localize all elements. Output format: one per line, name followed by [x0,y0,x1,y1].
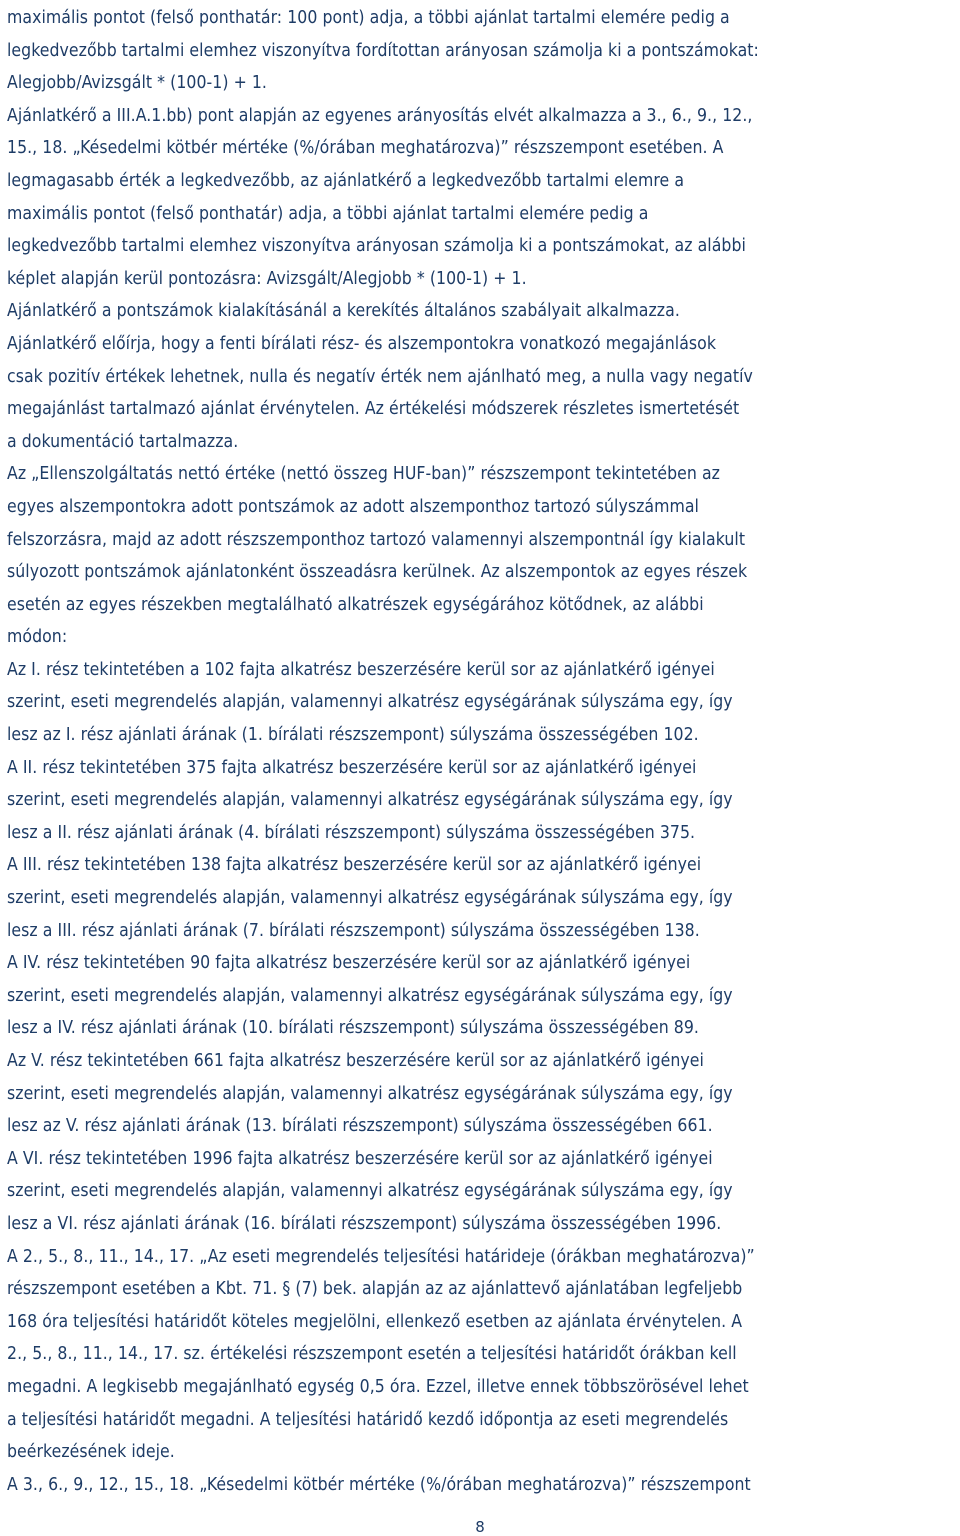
text-line: megajánlást tartalmazó ajánlat érvénytelen. Az értékelési módszerek részletes ismertetését [7,399,740,420]
text-line: A 3., 6., 9., 12., 15., 18. „Késedelmi kötbér mértéke (%/órában meghatározva)” részszempont [7,1474,751,1495]
text-line: szerint, eseti megrendelés alapján, valamennyi alkatrész egységárának súlyszáma egy, így [7,1083,733,1104]
text-line: Az „Ellenszolgáltatás nettó értéke (nettó összeg HUF-ban)” részszempont tekintetében az [7,464,720,485]
text-line: A III. rész tekintetében 138 fajta alkatrész beszerzésére kerül sor az ajánlatkérő igényei [7,855,702,876]
text-line: beérkezésének ideje. [7,1442,175,1463]
text-line: maximális pontot (felső ponthatár) adja, a többi ajánlat tartalmi elemére pedig a [7,203,649,224]
text-line: a dokumentáció tartalmazza. [7,431,239,452]
text-line: szerint, eseti megrendelés alapján, valamennyi alkatrész egységárának súlyszáma egy, így [7,692,733,713]
text-line: Alegjobb/Avizsgált * (100-1) + 1. [7,73,267,94]
text-line: A IV. rész tekintetében 90 fajta alkatrész beszerzésére kerül sor az ajánlatkérő igényei [7,953,691,974]
text-line: egyes alszempontokra adott pontszámok az adott alszemponthoz tartozó súlyszámmal [7,496,699,517]
text-line: lesz a VI. rész ajánlati árának (16. bírálati részszempont) súlyszáma összességében 1996. [7,1213,722,1234]
text-line: esetén az egyes részekben megtalálható alkatrészek egységárához kötődnek, az alábbi [7,594,704,615]
text-line: A 2., 5., 8., 11., 14., 17. „Az eseti megrendelés teljesítési határideje (órákban meghatározva)” [7,1246,755,1267]
text-line: A II. rész tekintetében 375 fajta alkatrész beszerzésére kerül sor az ajánlatkérő igényei [7,757,697,778]
text-line: Az I. rész tekintetében a 102 fajta alkatrész beszerzésére kerül sor az ajánlatkérő igényei [7,659,715,680]
text-line: lesz a IV. rész ajánlati árának (10. bírálati részszempont) súlyszáma összességében 89. [7,1018,699,1039]
text-line: lesz az I. rész ajánlati árának (1. bírálati részszempont) súlyszáma összességében 102. [7,725,699,746]
text-line: megadni. A legkisebb megajánlható egység 0,5 óra. Ezzel, illetve ennek többszörösével lehet [7,1376,749,1397]
text-line: lesz a II. rész ajánlati árának (4. bírálati részszempont) súlyszáma összességében 375. [7,822,696,843]
document-body [7,2,953,1501]
text-line: a teljesítési határidőt megadni. A teljesítési határidő kezdő időpontja az eseti megrendelés [7,1409,729,1430]
text-line: legkedvezőbb tartalmi elemhez viszonyítva arányosan számolja ki a pontszámokat, az alábbi [7,236,746,257]
text-line: legmagasabb érték a legkedvezőbb, az ajánlatkérő a legkedvezőbb tartalmi elemre a [7,170,685,191]
text-line: részszempont esetében a Kbt. 71. § (7) bek. alapján az az ajánlattevő ajánlatában legfeljebb [7,1279,743,1300]
text-line: maximális pontot (felső ponthatár: 100 pont) adja, a többi ajánlat tartalmi elemére pedig a [7,8,730,28]
text-line: felszorzásra, majd az adott részszemponthoz tartozó valamennyi alszempontnál így kialakult [7,529,746,550]
text-line: A VI. rész tekintetében 1996 fajta alkatrész beszerzésére kerül sor az ajánlatkérő igényei [7,1148,713,1169]
text-line: módon: [7,627,68,648]
text-line: képlet alapján kerül pontozásra: Avizsgált/Alegjobb * (100-1) + 1. [7,268,527,289]
text-line: szerint, eseti megrendelés alapján, valamennyi alkatrész egységárának súlyszáma egy, így [7,888,733,909]
text-line: lesz a III. rész ajánlati árának (7. bírálati részszempont) súlyszáma összességében 138. [7,920,700,941]
text-line: szerint, eseti megrendelés alapján, valamennyi alkatrész egységárának súlyszáma egy, így [7,790,733,811]
text-line: 168 óra teljesítési határidőt köteles megjelölni, ellenkező esetben az ajánlata érvénytelen. A [7,1311,743,1332]
text-line: súlyozott pontszámok ajánlatonként összeadásra kerülnek. Az alszempontok az egyes részek [7,562,748,583]
text-line: csak pozitív értékek lehetnek, nulla és negatív érték nem ajánlható meg, a nulla vagy negatív [7,366,753,387]
text-line: szerint, eseti megrendelés alapján, valamennyi alkatrész egységárának súlyszáma egy, így [7,1181,733,1202]
page-number: 8 [475,1518,485,1536]
text-line: Ajánlatkérő a pontszámok kialakításánál a kerekítés általános szabályait alkalmazza. [7,301,680,322]
text-line: legkedvezőbb tartalmi elemhez viszonyítva fordítottan arányosan számolja ki a pontszámokat: [7,40,759,61]
text-line: lesz az V. rész ajánlati árának (13. bírálati részszempont) súlyszáma összességében 661. [7,1116,713,1137]
text-line: Az V. rész tekintetében 661 fajta alkatrész beszerzésére kerül sor az ajánlatkérő igényei [7,1051,704,1071]
text-line: 2., 5., 8., 11., 14., 17. sz. értékelési részszempont esetén a teljesítési határidőt órákban kell [7,1344,737,1365]
text-line: Ajánlatkérő a III.A.1.bb) pont alapján az egyenes arányosítás elvét alkalmazza a 3., 6., 9., 12., [7,105,753,126]
text-line: 15., 18. „Késedelmi kötbér mértéke (%/órában meghatározva)” részszempont esetében. A [7,138,724,159]
text-line: Ajánlatkérő előírja, hogy a fenti bírálati rész- és alszempontokra vonatkozó megajánlások [7,333,716,354]
text-line: szerint, eseti megrendelés alapján, valamennyi alkatrész egységárának súlyszáma egy, így [7,985,733,1006]
